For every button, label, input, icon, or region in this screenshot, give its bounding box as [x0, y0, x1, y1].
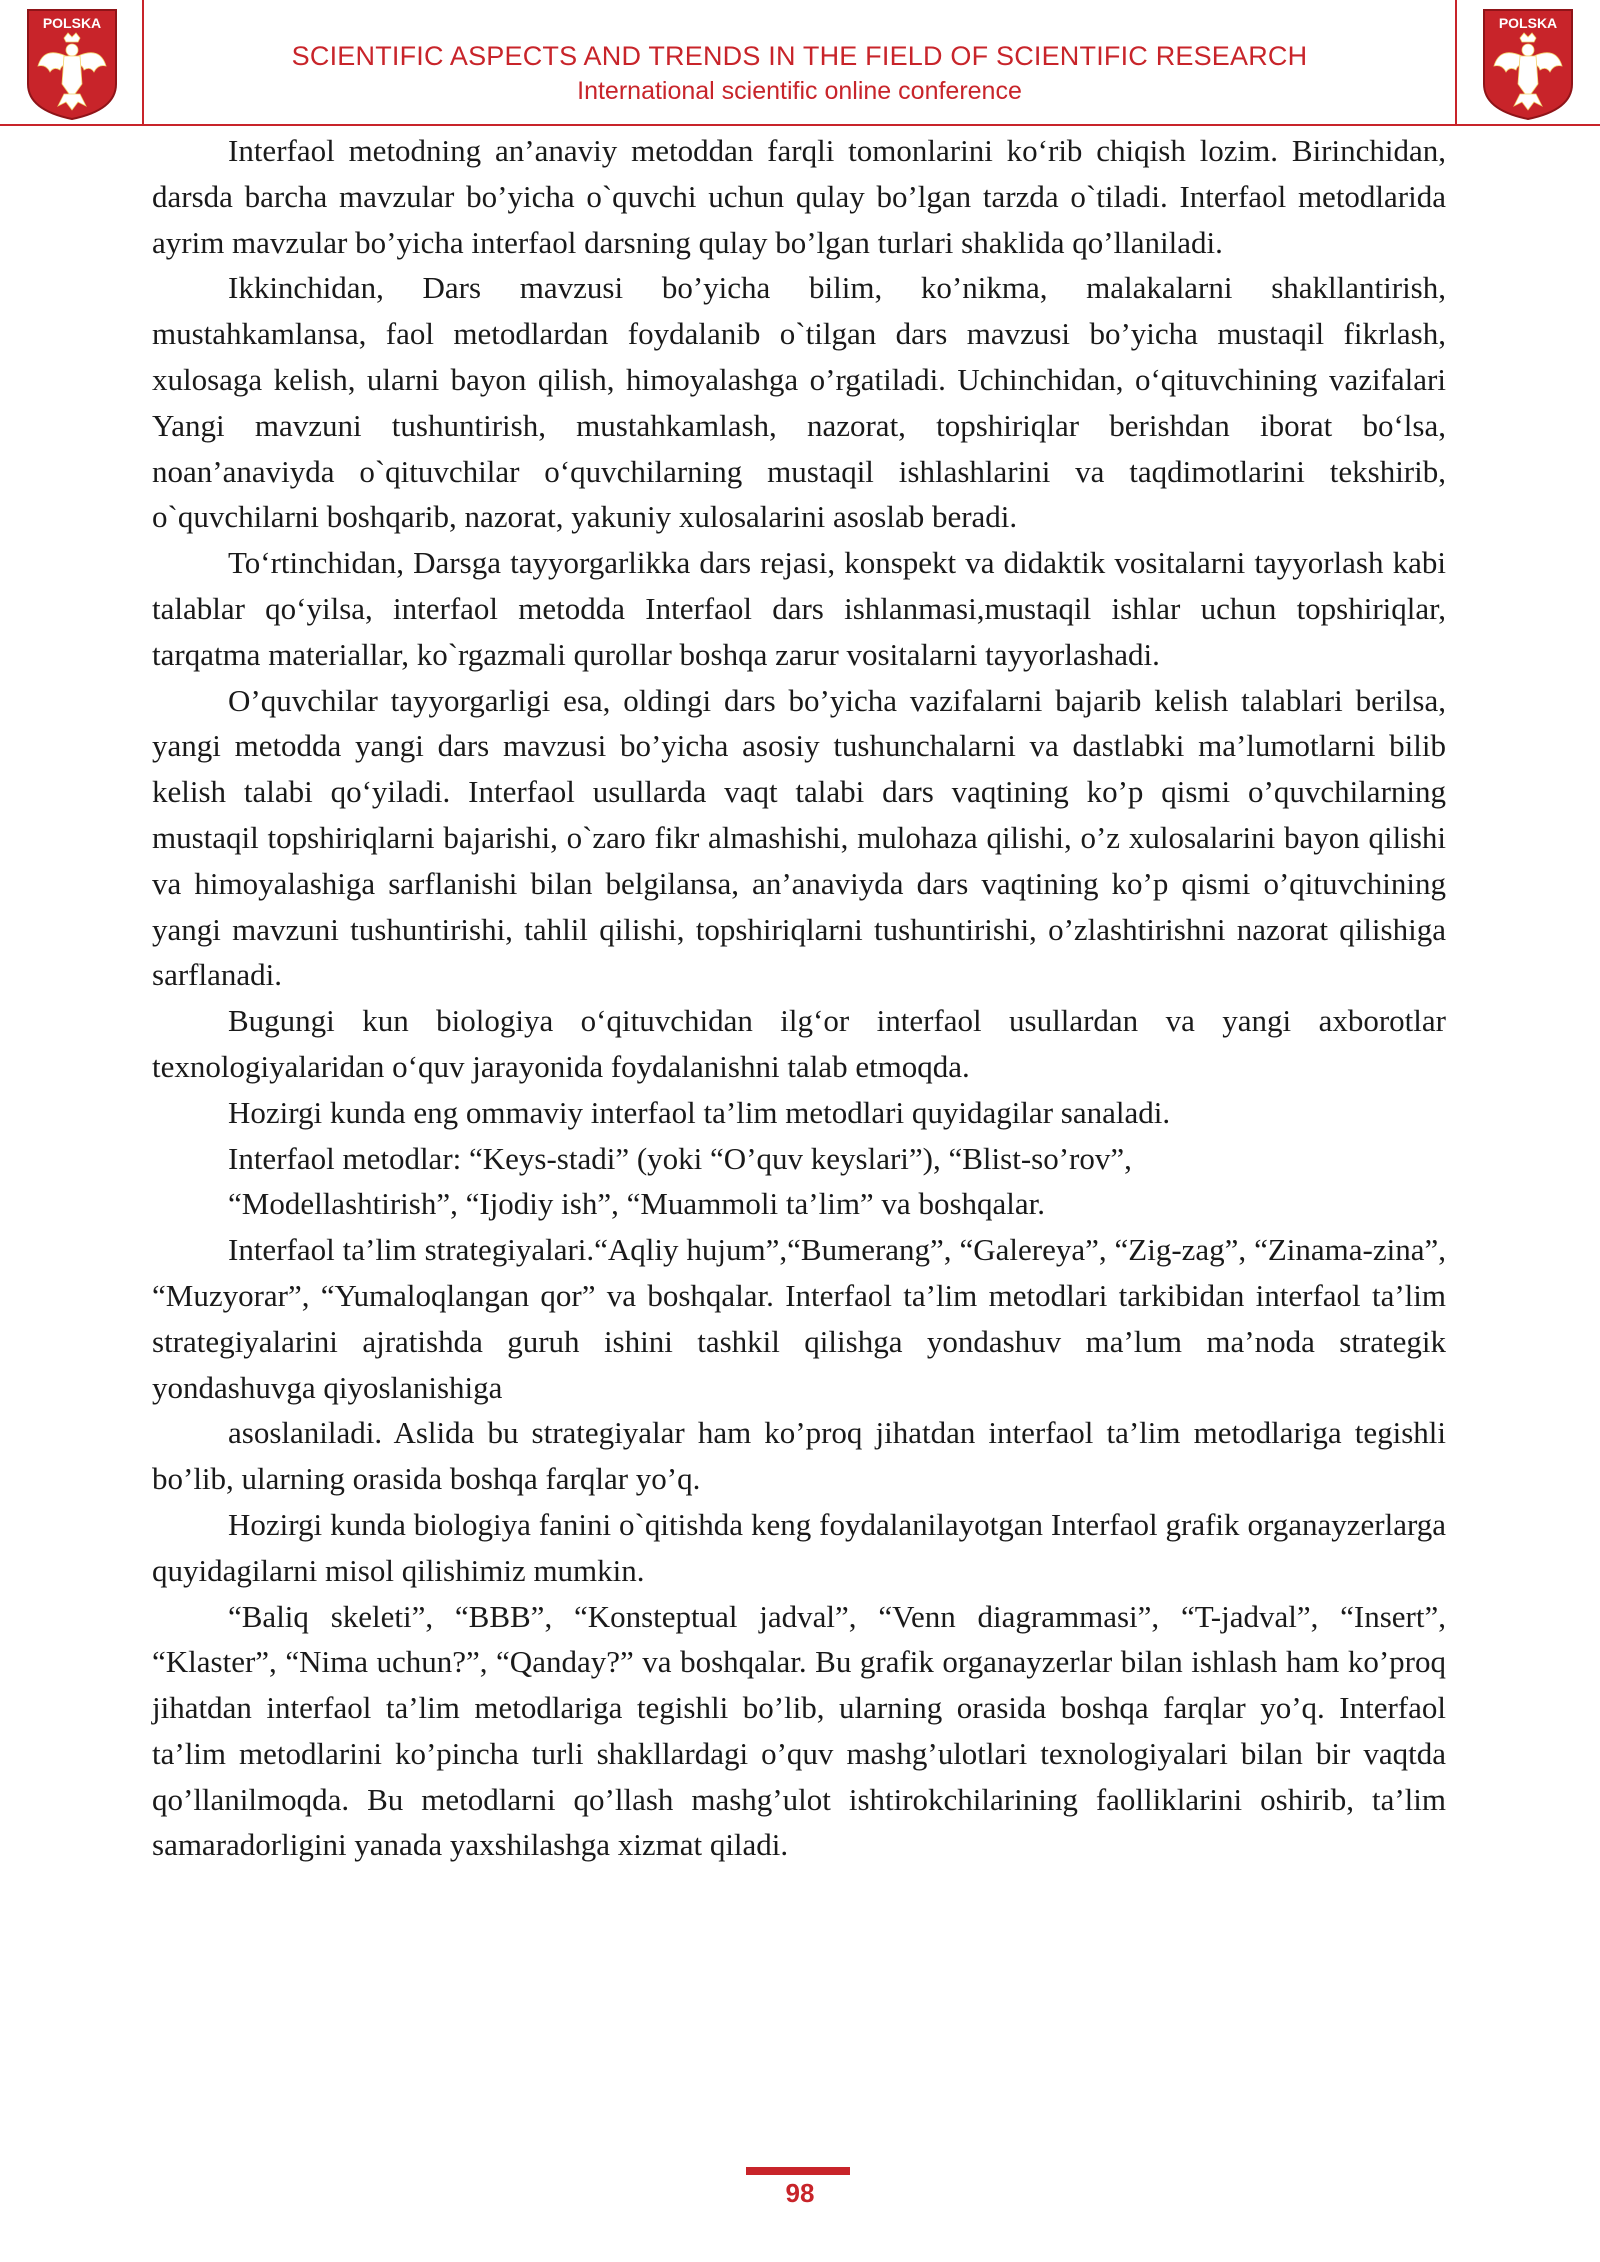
- conference-subtitle: International scientific online conference: [577, 77, 1022, 105]
- body-paragraph: Interfaol metodlar: “Keys-stadi” (yoki “O’quv keyslari”), “Blist-so’rov”,: [228, 1140, 1132, 1176]
- body-paragraph: asoslaniladi. Aslida bu strategiyalar ham ko’proq jihatdan interfaol ta’lim metodlariga tegishli bo’lib, ularning orasida boshqa farqlar yo’q.: [152, 1415, 1446, 1497]
- page-header: [0, 0, 1600, 126]
- body-paragraph: Interfaol ta’lim strategiyalari.“Aqliy hujum”,“Bumerang”, “Galereya”, “Zig-zag”, “Zinama-zina”, “Muzyorar”, “Yumaloqlangan qor” va boshqalar. Interfaol ta’lim metodlari tarkibidan interfaol ta’lim strategiyalarini ajratishda guruh ishini tashkil qilishga yondashuv ma’lum ma’noda strategik yondashuvga qiyoslanishiga: [152, 1232, 1446, 1405]
- body-paragraph: “Baliq skeleti”, “BBB”, “Konsteptual jadval”, “Venn diagrammasi”, “T-jadval”, “Insert”, “Klaster”, “Nima uchun?”, “Qanday?” va boshqalar. Bu grafik organayzerlar bilan ishlash ham ko’proq jihatdan interfaol ta’lim metodlariga tegishli bo’lib, ularning orasida boshqa farqlar yo’q. Interfaol ta’lim metodlarini ko’pincha turli shakllardagi o’quv mashg’ulotlari texnologiyalari bilan bir vaqtda qo’llanilmoqda. Bu metodlarni qo’llash mashg’ulot ishtirokchilarining faolliklarini oshirib, ta’lim samaradorligini yanada yaxshilashga xizmat qiladi.: [152, 1598, 1446, 1863]
- body-paragraph: Hozirgi kunda eng ommaviy interfaol ta’lim metodlari quyidagilar sanaladi.: [228, 1094, 1171, 1130]
- body-paragraph: “Modellashtirish”, “Ijodiy ish”, “Muammoli ta’lim” va boshqalar.: [228, 1186, 1046, 1222]
- emblem-label: POLSKA: [42, 15, 102, 31]
- polska-emblem-left: [24, 6, 120, 122]
- header-divider-right: [1455, 0, 1457, 124]
- header-rule: [0, 124, 1600, 126]
- footer-accent-bar: [746, 2167, 850, 2175]
- article-body: [152, 128, 1446, 1868]
- body-paragraph: Bugungi kun biologiya o‘qituvchidan ilg‘or interfaol usullardan va yangi axborotlar texnologiyalaridan o‘quv jarayonida foydalanishni talab etmoqda.: [152, 1003, 1446, 1084]
- polska-emblem-right: [1480, 6, 1576, 122]
- body-paragraph: Hozirgi kunda biologiya fanini o`qitishda keng foydalanilayotgan Interfaol grafik organayzerlarga quyidagilarni misol qilishimiz mumkin.: [152, 1506, 1446, 1588]
- page-number: 98: [785, 2178, 815, 2208]
- body-paragraph: Ikkinchidan, Dars mavzusi bo’yicha bilim, ko’nikma, malakalarni shakllantirish, mustahkamlansa, faol metodlardan foydalanib o`tilgan dars mavzusi bo’yicha mustaqil fikrlash, xulosaga kelish, ularni bayon qilish, himoyalashga o’rgatiladi. Uchinchidan, o‘qituvchining vazifalari Yangi mavzuni tushuntirish, mustahkamlash, nazorat, topshiriqlar berishdan iborat bo‘lsa, noan’anaviyda o`qituvchilar o‘quvchilarning mustaqil ishlashlarini va taqdimotlarini tekshirib, o`quvchilarni boshqarib, nazorat, yakuniy xulosalarini asoslab beradi.: [152, 270, 1446, 535]
- body-paragraph: O’quvchilar tayyorgarligi esa, oldingi dars bo’yicha vazifalarni bajarib kelish talablari berilsa, yangi metodda yangi dars mavzusi bo’yicha asosiy tushunchalarni va dastlabki ma’lumotlarni bilib kelish talabi qo‘yiladi. Interfaol usullarda vaqt talabi dars vaqtining ko’p qismi o’quvchilarning mustaqil topshiriqlarni bajarishi, o`zaro fikr almashishi, mulohaza qilishi, o’z xulosalarini bayon qilishi va himoyalashiga sarflanishi bilan belgilansa, an’anaviyda dars vaqtining ko’p qismi o’qituvchining yangi mavzuni tushuntirishi, tahlil qilishi, topshiriqlarni tushuntirishi, o’zlashtirishni nazorat qilishiga sarflanadi.: [152, 682, 1446, 993]
- body-paragraph: Interfaol metodning an’anaviy metoddan farqli tomonlarini ko‘rib chiqish lozim. Birinchidan, darsda barcha mavzular bo’yicha o`quvchi uchun qulay bo’lgan tarzda o`tiladi. Interfaol metodlarida ayrim mavzular bo’yicha interfaol darsning qulay bo’lgan turlari shaklida qo’llaniladi.: [152, 133, 1446, 260]
- emblem-label: POLSKA: [1498, 15, 1558, 31]
- conference-title: SCIENTIFIC ASPECTS AND TRENDS IN THE FIELD OF SCIENTIFIC RESEARCH: [291, 41, 1308, 71]
- body-paragraph: To‘rtinchidan, Darsga tayyorgarlikka dars rejasi, konspekt va didaktik vositalarni tayyorlash kabi talablar qo‘yilsa, interfaol metodda Interfaol dars ishlanmasi,mustaqil ishlar uchun topshiriqlar, tarqatma materiallar, ko`rgazmali qurollar boshqa zarur vositalarni tayyorlashadi.: [152, 545, 1446, 672]
